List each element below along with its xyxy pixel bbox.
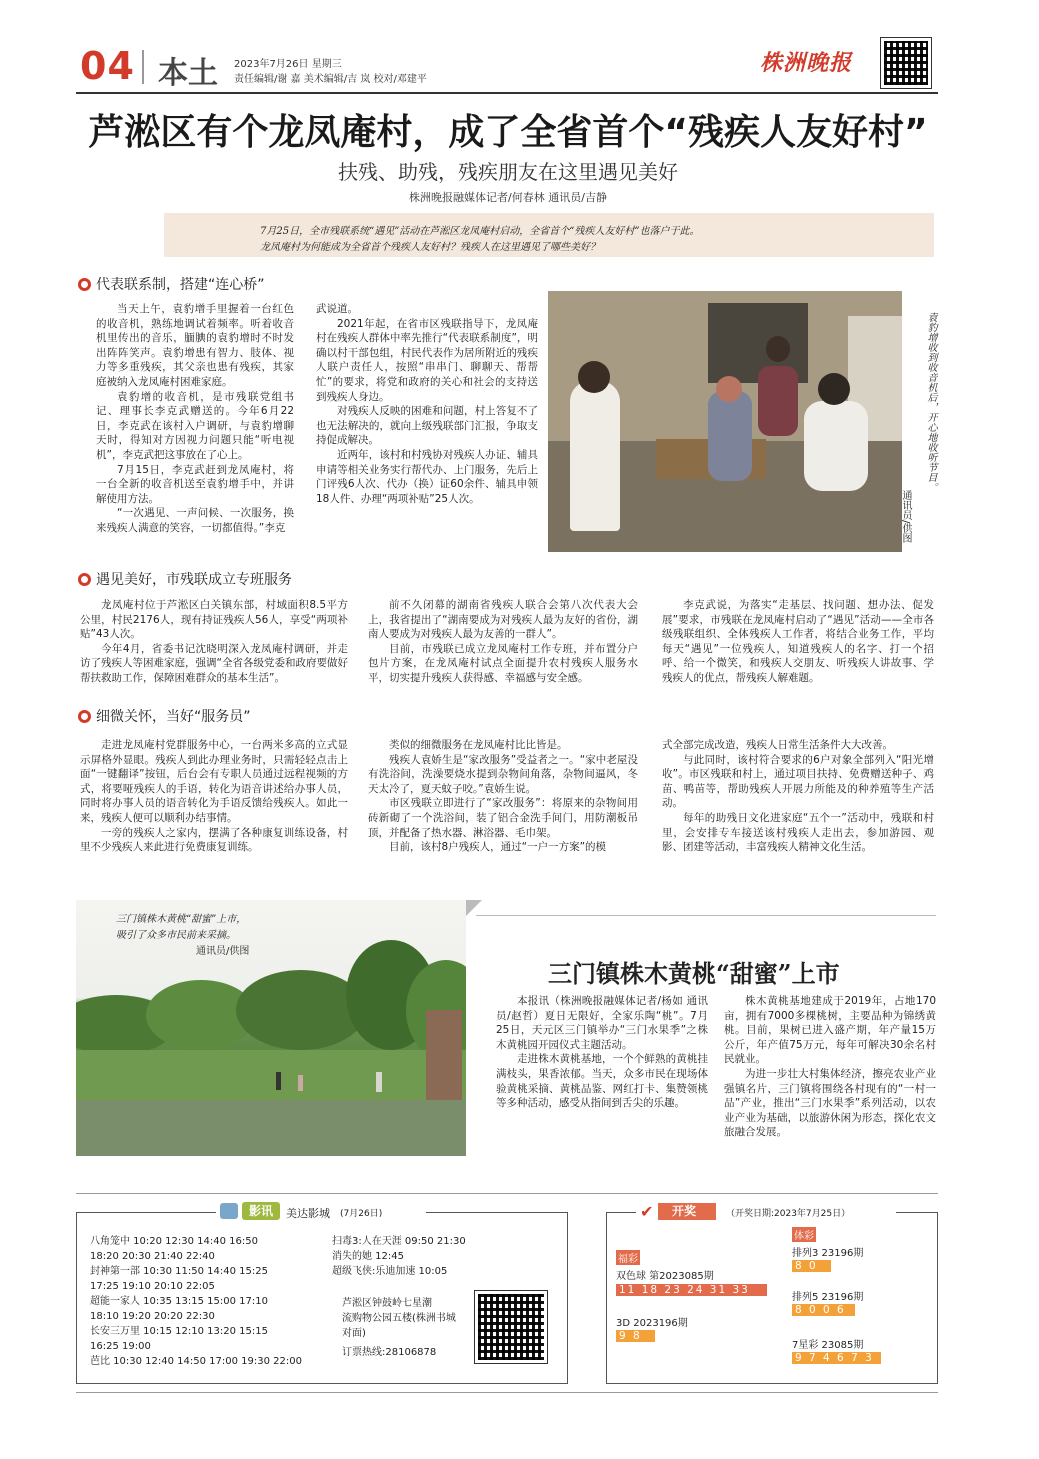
- photo-caption: 袁豹增收到收音机后，开心地收听节目。: [925, 312, 936, 492]
- article-column: 前不久闭幕的湖南省残疾人联合会第八次代表大会上，我省提出了“湖南要成为对残疾人最为友好的省份，湖南人要成为对残疾人最为友善的一群人”。 目前，市残联已成立龙凤庵村工作专班，并布置分户包片方案，在龙凤庵村试点全面提升农村残疾人服务水平，切实提升残疾人获得感、幸福感与安全感。: [368, 599, 638, 684]
- lead-line: 7月25日，全市残联系统“遇见”活动在芦淞区龙凤庵村启动，全省首个“残疾人友好村”也落户于此。: [260, 226, 700, 237]
- page-number: 04: [80, 44, 135, 88]
- newspaper-logo: 株洲晚报: [760, 50, 853, 76]
- draw-date: （开奖日期:2023年7月25日）: [726, 1209, 851, 1219]
- issue-date: 2023年7月26日 星期三: [234, 59, 342, 70]
- peach-orchard-photo: [76, 900, 466, 1156]
- article-column: 式全部完成改造，残疾人日常生活条件大大改善。 与此同时，该村符合要求的6户对象全部列入“阳光增收”。市区残联和村上，通过项目扶持、免费赠送种子、鸡苗、鸭苗等，帮助残疾人开展力所能及的种养殖等生产活动。 每年的助残日文化进家庭“五个一”活动中，残联和村里，会安排专车接送该村残疾人走出去，参加游园、观影、团建等活动，丰富残疾人精神文化生活。: [662, 739, 934, 854]
- headline: 芦淞区有个龙凤庵村，成了全省首个“残疾人友好村”: [88, 112, 928, 153]
- article-column: 走进龙凤庵村党群服务中心，一台两米多高的立式显示屏格外显眼。残疾人到此办理业务时，只需轻轻点击上面“一键翻译”按钮，后台会有专职人员通过远程视频的方式，将要哑残疾人的手语，转化为语音讲述给办事人员，同时将办事人员的语音转化为手语反馈给残疾人。如此一来，残疾人便可以顺利办结事情。 一旁的残疾人之家内，摆满了各种康复训练设备，村里不少残疾人来此进行免费康复训练。: [80, 739, 348, 854]
- cinema-name: 美达影城: [286, 1207, 330, 1220]
- article-column: 李克武说，为落实“走基层、找问题、想办法、促发展”要求，市残联在龙凤庵村启动了“遇见”活动——全市各级残联组织、全体残疾人工作者，将结合业务工作，平均每天“遇见”一位残疾人，知道残疾人的名字、打一个招呼、给一个微笑，和残疾人交朋友、听残疾人讲故事、学残疾人的优点，帮残疾人解难题。: [662, 599, 934, 684]
- circle-bullet-icon: [78, 278, 91, 291]
- circle-bullet-icon: [78, 710, 91, 723]
- story-rule: [476, 915, 936, 916]
- film-schedule-right: 扫毒3:人在天涯 09:50 21:30 消失的她 12:45 超级飞侠:乐迪加速 10:05: [332, 1236, 466, 1277]
- article-column: 本报讯（株洲晚报融媒体记者/杨如 通讯员/赵哲）夏日无限好，全家乐陶“桃”。7月25日，天元区三门镇举办“三门水果季”之株木黄桃园开园仪式主题活动。 走进株木黄桃基地，一个个鲜熟的黄桃挂满枝头，果香浓郁。当天，众多市民在现场体验黄桃采摘、黄桃品鉴、网红打卡、集赞领桃等多种活动，感受从指间到舌尖的乐趣。: [496, 995, 708, 1110]
- story-corner-mark: [466, 900, 482, 916]
- lead-box: [164, 213, 934, 257]
- bottom-rule: [76, 1193, 938, 1194]
- editor-credits: 责任编辑/谢 嘉 美术编辑/吉 岚 校对/邓建平: [234, 74, 427, 85]
- qr-code-icon: [880, 37, 932, 89]
- sports-lottery-tag: 体彩: [792, 1227, 816, 1242]
- article-column: 类似的细微服务在龙凤庵村比比皆是。 残疾人袁娇生是“家改服务”受益者之一。“家中老屋没有洗浴间，洗澡要烧水提到杂物间角落，杂物间逼风，冬天太冷了，夏天蚊子咬。”袁娇生说。 市区残联立即进行了“家改服务”：将原来的杂物间用砖新砌了一个洗浴间，装了铝合金洗手间门，用防潮板吊顶，并配备了热水器、淋浴器、毛巾架。 目前，该村8户残疾人，通过“一户一方案”的模: [368, 739, 638, 854]
- photo-credit: 通讯员/供图: [900, 490, 911, 544]
- lottery-label: 开奖: [658, 1203, 716, 1220]
- lottery-game: 双色球 第2023085期: [616, 1271, 714, 1282]
- winning-numbers: 8 0 0: [792, 1260, 831, 1272]
- cinema-qr-code-icon: [474, 1290, 548, 1364]
- winning-numbers: 9 7 4 6 7 3 8: [792, 1352, 881, 1364]
- film-camera-icon: [220, 1203, 238, 1219]
- photo-caption: 三门镇株木黄桃“甜蜜”上市， 吸引了众多市民前来采摘。 通讯员/供图: [116, 914, 250, 957]
- header-divider: [142, 50, 144, 84]
- lottery-game: 3D 2023196期: [616, 1318, 688, 1329]
- winning-numbers: 11 18 23 24 31 33 13: [616, 1284, 767, 1296]
- check-mark-icon: ✔: [640, 1202, 654, 1221]
- lottery-game: 7星彩 23085期: [792, 1340, 864, 1351]
- article-column: 武说道。 2021年起，在省市区残联指导下，龙凤庵村在残疾人群体中率先推行“代表联系制度”，明确以村干部包组，村民代表作为居所附近的残疾人联户责任人，按照“串串门、聊聊天、帮帮忙”的要求，将党和政府的关心和社会的支持送到残疾人身边。 对残疾人反映的困难和问题，村上答复不了也无法解决的，就向上级残联部门汇报，争取支持促成解决。 近两年，该村和村残协对残疾人办证、辅具申请等相关业务实行帮代办、上门服务，先后上门评残6人次、代办（换）证60余件、辅具申领18人件、办理“两项补贴”25人次。: [316, 303, 538, 505]
- story2-title: 三门镇株木黄桃“甜蜜”上市: [548, 959, 840, 988]
- lottery-game: 排列5 23196期: [792, 1292, 864, 1303]
- circle-bullet-icon: [78, 573, 91, 586]
- film-header: [216, 1202, 426, 1222]
- news-photo: [548, 291, 902, 552]
- section-title: 代表联系制，搭建“连心桥”: [78, 274, 265, 294]
- subheadline: 扶残、助残，残疾朋友在这里遇见美好: [338, 160, 678, 184]
- article-column: 龙凤庵村位于芦淞区白关镇东部，村域面积8.5平方公里，村民2176人，现有持证残疾人56人，享受“两项补贴”43人次。 今年4月，省委书记沈晓明深入龙凤庵村调研，并走访了残疾人等困难家庭，强调“全省各级党委和政府要做好帮扶救助工作，保障困难群众的基本生活”。: [80, 599, 348, 684]
- byline: 株洲晚报融媒体记者/何春林 通讯员/吉静: [409, 191, 607, 204]
- film-schedule-left: 八角笼中 10:20 12:30 14:40 16:50 18:20 20:30 21:40 22:40 封神第一部 10:30 11:50 14:40 15:25 17:25 19:10 20:10 22:05 超能一家人 10:35 13:15 15:00 17:10 18:10 19:20 20:20 22:30 长安三万里 10:15 12:10 13:20 15:15 16:25 19:00 芭比 10:30 12:40 14:50 17:00 19:30 22:00: [90, 1236, 302, 1367]
- header-rule: [76, 92, 938, 94]
- film-date: (7月26日): [340, 1209, 383, 1219]
- winning-numbers: 9 8 5: [616, 1330, 655, 1342]
- lottery-game: 排列3 23196期: [792, 1248, 864, 1259]
- welfare-lottery-tag: 福彩: [616, 1250, 640, 1265]
- article-column: 当天上午，袁豹增手里握着一台红色的收音机，熟练地调试着频率。听着收音机里传出的音乐，腼腆的袁豹增时不时发出阵阵笑声。袁豹增患有智力、肢体、视力等多重残疾，其父亲也患有残疾，其家庭被纳入龙凤庵村困难家庭。 袁豹增的收音机，是市残联党组书记、理事长李克武赠送的。今年6月22日，李克武在该村入户调研，与袁豹增聊天时，得知对方因视力问题只能“听电视机”，李克武把这事放在了心上。 7月15日，李克武赶到龙凤庵村，将一台全新的收音机送至袁豹增手中，并讲解使用方法。 “一次遇见、一声问候、一次服务，换来残疾人满意的笑容，一切都值得。”李克: [96, 303, 294, 534]
- lottery-header: [636, 1202, 896, 1222]
- lead-line: 龙凤庵村为何能成为全省首个残疾人友好村？残疾人在这里遇见了哪些美好？: [260, 242, 600, 253]
- section-name: 本土: [158, 56, 218, 91]
- section-title: 遇见美好，市残联成立专班服务: [78, 569, 292, 589]
- section-title: 细微关怀，当好“服务员”: [78, 706, 251, 726]
- footer-rule: [76, 1392, 938, 1393]
- booking-hotline: 订票热线:28106878: [342, 1347, 437, 1358]
- article-column: 株木黄桃基地建成于2019年，占地170亩，拥有7000多棵桃树，主要品种为锦绣黄桃。目前，果树已进入盛产期，年产量15万公斤，年产值75万元，每年可解决30余名村民就业。 为进一步壮大村集体经济，擦亮农业产业强镇名片，三门镇将围绕各村现有的“一村一品”产业，推出“三门水果季”系列活动，以农业产业为基础，以旅游休闲为形态，探化农文旅融合发展。: [724, 995, 936, 1139]
- film-label: 影讯: [242, 1202, 280, 1220]
- lottery-box: [606, 1212, 938, 1384]
- cinema-address: 芦淞区钟鼓岭七星潮 流购物公园五楼(株洲书城 对面) 订票热线:28106878: [342, 1296, 482, 1360]
- winning-numbers: 8 0 0 6 6: [792, 1304, 855, 1316]
